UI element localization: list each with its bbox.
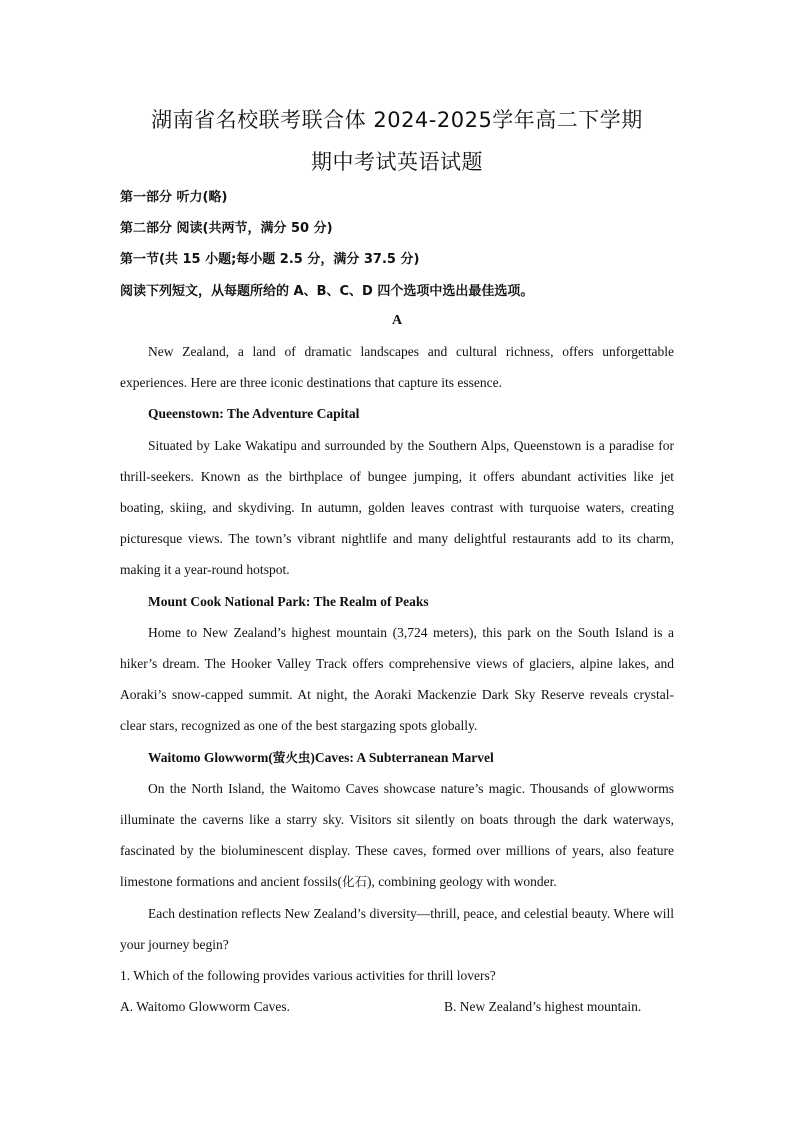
paragraph-waitomo-part1: On the North Island, the Waitomo Caves showcase nature’s magic. Thousands of glowworms illuminate the caverns like a starry sky. Visitors sit silently on boats through the dark waterways, fascinated by the bioluminescent display. These caves, formed over millions of years, also feature limestone formations and ancient fossils( — [120, 780, 674, 890]
paragraph-waitomo — [120, 773, 674, 898]
subheading-waitomo — [120, 742, 674, 773]
subheading-waitomo-part2: )Caves: A Subterranean Marvel — [310, 749, 494, 765]
paragraph-queenstown: Situated by Lake Wakatipu and surrounded by the Southern Alps, Queenstown is a paradise for thrill-seekers. Known as the birthplace of bungee jumping, it offers abundant activities like jet boating, skiing, and skydiving. In autumn, golden leaves contrast with turquoise waters, creating picturesque views. The town’s vibrant nightlife and many delightful restaurants add to its charm, making it a year-round hotspot. — [120, 437, 674, 578]
subheading-waitomo-part1: Waitomo Glowworm( — [148, 749, 273, 765]
paragraph-mount-cook: Home to New Zealand’s highest mountain (3,724 meters), this park on the South Island is a hiker’s dream. The Hooker Valley Track offers comprehensive views of glaciers, alpine lakes, and Aoraki’s snow-capped summit. At night, the Aoraki Mackenzie Dark Sky Reserve reveals crystal-clear stars, recognized as one of the best stargazing spots globally. — [120, 624, 674, 734]
question-1-options — [120, 991, 674, 1022]
paragraph-waitomo-cn: 化石 — [341, 874, 367, 890]
question-1-stem: 1. Which of the following provides various activities for thrill lovers? — [120, 968, 496, 983]
passage-letter: A — [391, 313, 403, 328]
question-1-option-a[interactable]: A. Waitomo Glowworm Caves. — [120, 999, 291, 1015]
exam-title-line1: 湖南省名校联考联合体 2024-2025学年高二下学期 — [151, 108, 643, 132]
question-1 — [120, 960, 674, 1022]
part2-reading-label: 第二部分 阅读(共两节，满分 50 分) — [120, 221, 333, 236]
question-1-option-b[interactable]: B. New Zealand’s highest mountain. — [444, 999, 642, 1015]
reading-directions: 阅读下列短文，从每题所给的 A、B、C、D 四个选项中选出最佳选项。 — [120, 284, 534, 299]
passage-body — [120, 336, 674, 960]
part1-listening-label: 第一部分 听力(略) — [120, 190, 228, 205]
paragraph-waitomo-part2: ), combining geology with wonder. — [366, 874, 557, 890]
subheading-mount-cook: Mount Cook National Park: The Realm of Peaks — [148, 593, 429, 609]
section1-label: 第一节(共 15 小题;每小题 2.5 分，满分 37.5 分) — [120, 252, 420, 267]
passage-intro: New Zealand, a land of dramatic landscapes and cultural richness, offers unforgettable experiences. Here are three iconic destinations that capture its essence. — [120, 344, 674, 391]
exam-title-line2: 期中考试英语试题 — [311, 150, 483, 174]
subheading-waitomo-cn: 萤火虫 — [272, 749, 311, 765]
passage-outro: Each destination reflects New Zealand’s diversity—thrill, peace, and celestial beauty. Where will your journey begin? — [120, 905, 674, 952]
subheading-queenstown: Queenstown: The Adventure Capital — [148, 406, 360, 422]
